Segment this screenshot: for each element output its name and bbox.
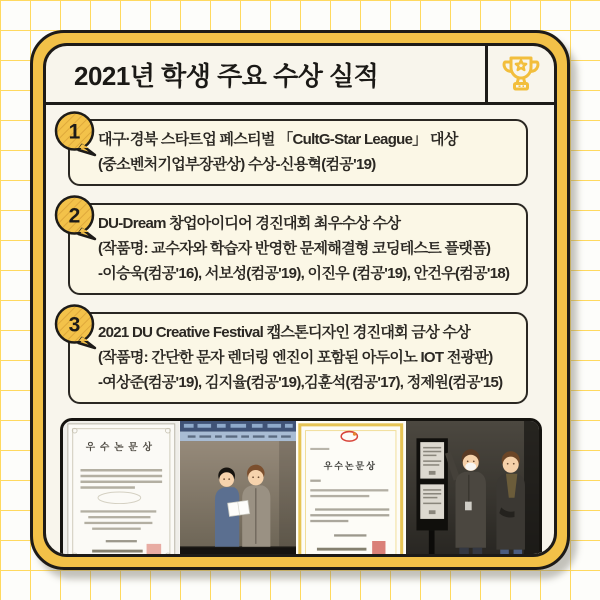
- award-certificate-photo: [63, 421, 180, 557]
- svg-text:우수논문상: 우수논문상: [323, 460, 378, 472]
- award-text-line: -이승욱(컴공'16), 서보성(컴공'19), 이진우 (컴공'19), 안건우(컴공'18): [98, 265, 510, 282]
- award-text-line: -여상준(컴공'19), 김지율(컴공'19),김훈석(컴공'17), 정제원(컴공'15): [98, 374, 503, 391]
- red-seal: [147, 544, 162, 557]
- award-text-line: (중소벤처기업부장관상) 수상-신용혁(컴공'19): [98, 156, 376, 173]
- slide-card-inner: [43, 43, 557, 557]
- award-text-line: (작품명: 교수자와 학습자 반영한 문제해결형 코딩테스트 플랫폼): [98, 240, 491, 257]
- person-blue-suit: [215, 487, 239, 547]
- awards-list: [46, 105, 554, 557]
- certificate-folder: [227, 500, 249, 516]
- award-certificate-photo: [296, 421, 405, 557]
- award-item-1: [68, 119, 528, 186]
- photo-strip: [60, 418, 542, 557]
- award-text-line: DU-Dream 창업아이디어 경진대회 최우수상 수상: [98, 215, 401, 232]
- award-text-line: (작품명: 간단한 문자 렌더링 엔진이 포함된 아두이노 IOT 전광판): [98, 349, 493, 366]
- trophy-cell: [485, 46, 554, 102]
- award-item-2: [68, 203, 528, 295]
- number-badge-1: [53, 110, 101, 160]
- award-text-line: 대구·경북 스타트업 페스티벌 「CultG-Star League」 대상: [98, 131, 458, 148]
- svg-text:2: 2: [68, 204, 81, 228]
- slide-card: [30, 30, 570, 570]
- trophy-icon: [498, 51, 544, 97]
- number-badge-2: [53, 194, 101, 244]
- header: [46, 46, 554, 105]
- award-item-3: [68, 312, 528, 404]
- award-text-line: 2021 DU Creative Festival 캡스톤디자인 경진대회 금상 수상: [98, 324, 471, 341]
- award-ceremony-photo: [180, 421, 297, 557]
- awardees-photo: [406, 421, 539, 557]
- number-badge-3: [53, 303, 101, 353]
- svg-text:1: 1: [68, 120, 81, 144]
- page-title: 2021년 학생 주요 수상 실적: [74, 60, 379, 91]
- svg-text:우수논문상: 우수논문상: [85, 441, 157, 453]
- star-icon: [516, 60, 526, 70]
- svg-text:3: 3: [68, 313, 81, 337]
- red-seal: [372, 541, 385, 554]
